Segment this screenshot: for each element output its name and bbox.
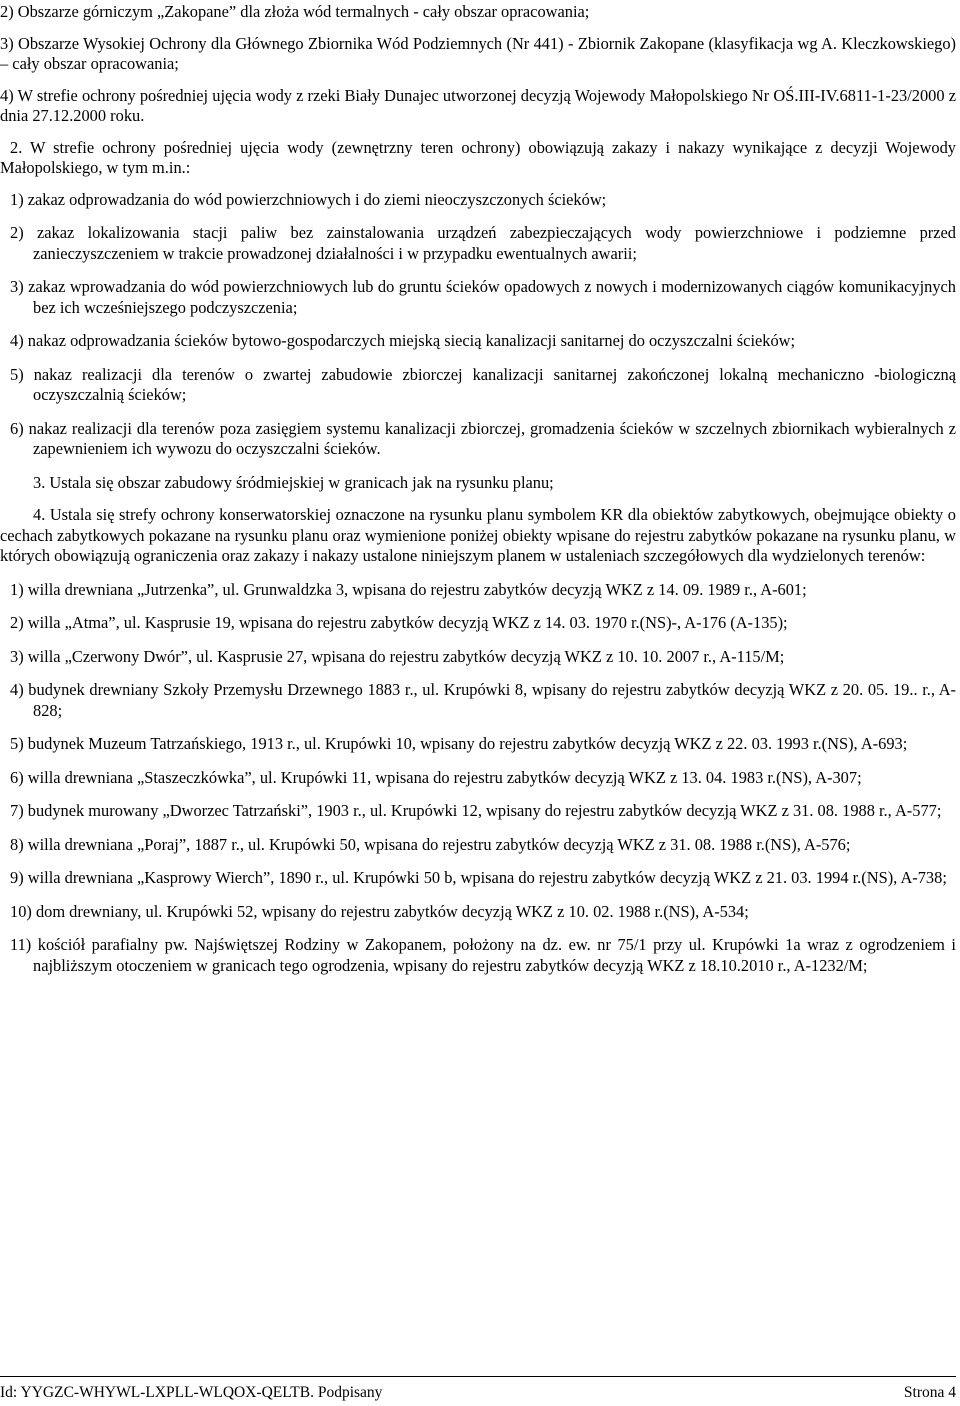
paragraph-section-2: 2. W strefie ochrony pośredniej ujęcia wody (zewnętrzny teren ochrony) obowiązują zakazy i nakazy wynikające z decyzji Wojewody Małopolskiego, w tym m.in.: [0, 137, 956, 177]
monument-item-10: 10) dom drewniany, ul. Krupówki 52, wpisany do rejestru zabytków decyzją WKZ z 10. 02. 1988 r.(NS), A-534; [10, 901, 749, 921]
page-number: Strona 4 [903, 1384, 956, 1401]
list-item-ban-2: 2) zakaz lokalizowania stacji paliw bez zainstalowania urządzeń zabezpieczających wody powierzchniowe i podziemne przed zanieczyszczeniem w trakcie prowadzonej działalności i w przypadku ewentualnych awarii; [10, 223, 956, 263]
paragraph-mining-area: 2) Obszarze górniczym „Zakopane” dla złoża wód termalnych - cały obszar opracowania; [0, 2, 590, 21]
monument-item-2: 2) willa „Atma”, ul. Kasprusie 19, wpisana do rejestru zabytków decyzją WKZ z 14. 03. 1970 r.(NS)-, A-176 (A-135); [10, 613, 788, 632]
document-id: Id: YYGZC-WHYWL-LXPLL-WLQOX-QELTB. Podpisany [0, 1384, 383, 1401]
monument-item-6: 6) willa drewniana „Staszeczkówka”, ul. Krupówki 11, wpisana do rejestru zabytków decyzją WKZ z 13. 04. 1983 r.(NS), A-307; [10, 767, 862, 787]
monument-item-9: 9) willa drewniana „Kasprowy Wierch”, 1890 r., ul. Krupówki 50 b, wpisana do rejestru zabytków decyzją WKZ z 21. 03. 1994 r.(NS), A-738; [10, 868, 947, 887]
footer-divider [0, 1376, 956, 1377]
document-body [0, 2, 956, 989]
list-item-order-4: 4) nakaz odprowadzania ścieków bytowo-gospodarczych miejską siecią kanalizacji sanitarnej do oczyszczalni ścieków; [10, 331, 796, 350]
list-item-ban-1: 1) zakaz odprowadzania do wód powierzchniowych i do ziemi nieoczyszczonych ścieków; [10, 189, 607, 209]
monument-item-3: 3) willa „Czerwony Dwór”, ul. Kasprusie 27, wpisana do rejestru zabytków decyzją WKZ z 10. 10. 2007 r., A-115/M; [10, 646, 785, 666]
list-item-order-6: 6) nakaz realizacji dla terenów poza zasięgiem systemu kanalizacji zbiorczej, gromadzenia ścieków w szczelnych zbiornikach wybieralnych z zapewnieniem ich wywozu do oczyszczalni ścieków. [10, 418, 956, 458]
paragraph-section-4: 4. Ustala się strefy ochrony konserwatorskiej oznaczone na rysunku planu symbolem KR dla obiektów zabytkowych, obejmujące obiekty o cechach zabytkowych pokazane na rysunku planu oraz wymienione poniżej obiekty wpisane do rejestru zabytków pokazane na rysunku planu, w których obowiązują ograniczenia oraz zakazy i nakazy ustalone niniejszym planem w ustaleniach szczegółowych dla wydzielonych terenów: [0, 505, 956, 565]
monument-item-4: 4) budynek drewniany Szkoły Przemysłu Drzewnego 1883 r., ul. Krupówki 8, wpisany do rejestru zabytków decyzją WKZ z 20. 05. 19.. r., A-828; [10, 680, 956, 720]
paragraph-indirect-protection-zone: 4) W strefie ochrony pośredniej ujęcia wody z rzeki Biały Dunajec utworzonej decyzją Wojewody Małopolskiego Nr OŚ.III-IV.6811-1-23/2000 z dnia 27.12.2000 roku. [0, 85, 956, 125]
list-item-ban-3: 3) zakaz wprowadzania do wód powierzchniowych lub do gruntu ścieków opadowych z nowych i modernizowanych ciągów komunikacyjnych bez ich wcześniejszego podczyszczenia; [10, 277, 956, 317]
monument-item-1: 1) willa drewniana „Jutrzenka”, ul. Grunwaldzka 3, wpisana do rejestru zabytków decyzją WKZ z 14. 09. 1989 r., A-601; [10, 579, 807, 599]
paragraph-high-protection-area: 3) Obszarze Wysokiej Ochrony dla Głównego Zbiornika Wód Podziemnych (Nr 441) - Zbiornik Zakopane (klasyfikacja wg A. Kleczkowskiego) – cały obszar opracowania; [0, 33, 956, 73]
monument-item-5: 5) budynek Muzeum Tatrzańskiego, 1913 r., ul. Krupówki 10, wpisany do rejestru zabytków decyzją WKZ z 22. 03. 1993 r.(NS), A-693; [10, 734, 908, 753]
page-footer [0, 1384, 956, 1402]
monument-item-11: 11) kościół parafialny pw. Najświętszej Rodziny w Zakopanem, położony na dz. ew. nr 75/1 przy ul. Krupówki 1a wraz z ogrodzeniem i najbliższym otoczeniem w granicach tego ogrodzenia, wpisany do rejestru zabytków decyzją WKZ z 18.10.2010 r., A-1232/M; [10, 935, 956, 975]
monument-item-7: 7) budynek murowany „Dworzec Tatrzański”, 1903 r., ul. Krupówki 12, wpisany do rejestru zabytków decyzją WKZ z 31. 08. 1988 r., A-577; [10, 801, 942, 820]
paragraph-section-3: 3. Ustala się obszar zabudowy śródmiejskiej w granicach jak na rysunku planu; [33, 472, 554, 492]
list-item-order-5: 5) nakaz realizacji dla terenów o zwartej zabudowie zbiorczej kanalizacji sanitarnej zakończonej lokalną mechaniczno -biologiczną oczyszczalnią ścieków; [10, 364, 956, 404]
monument-item-8: 8) willa drewniana „Poraj”, 1887 r., ul. Krupówki 50, wpisana do rejestru zabytków decyzją WKZ z 31. 08. 1988 r.(NS), A-576; [10, 834, 851, 854]
